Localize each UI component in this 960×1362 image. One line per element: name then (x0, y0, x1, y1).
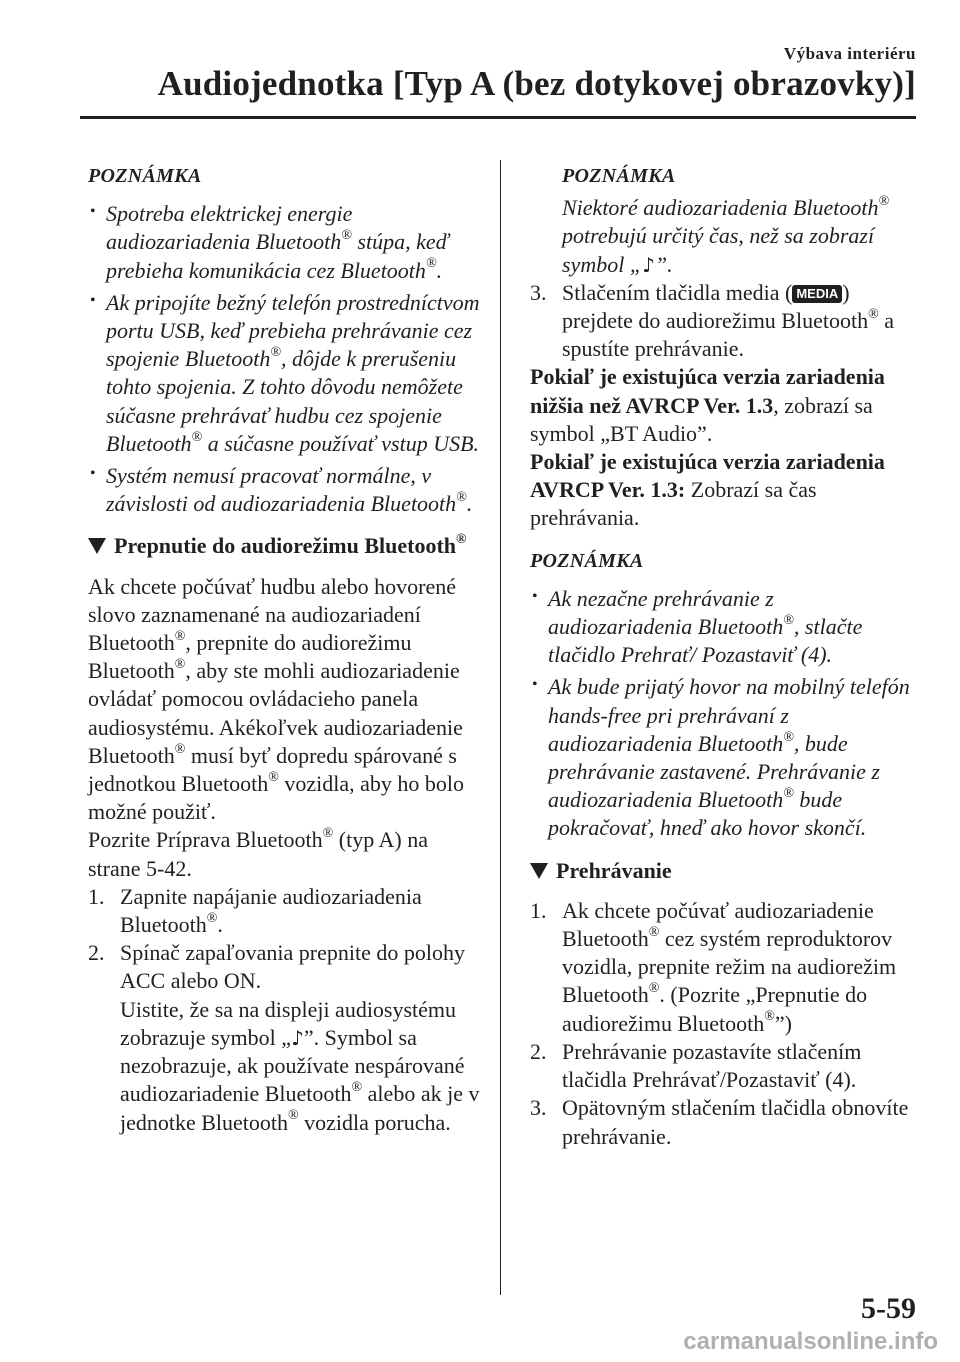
note-block (530, 162, 920, 279)
right-column (530, 162, 920, 1151)
page-title: Audiojednotka [Typ A (bez dotykovej obrazovky)] (157, 64, 916, 103)
bt-audio-icon: ♪ (642, 252, 655, 277)
note-item: • Ak nezačne prehrávanie z audiozariadenia Bluetooth®, stlačte tlačidlo Prehrať/ Pozastaviť (4). (530, 585, 920, 670)
left-column (88, 162, 482, 1137)
step-item: 2. Spínač zapaľovania prepnite do polohy ACC alebo ON. Uistite, že sa na displeji audiosystému zobrazuje symbol „♪”. Symbol sa nezobrazuje, ak používate nespárované audiozariadenie Bluetooth® alebo ak je v jednotke Bluetooth® vozidla porucha. (88, 940, 480, 1135)
step-item: 1. Zapnite napájanie audiozariadenia Bluetooth®. (88, 883, 422, 938)
section-label: Výbava interiéru (783, 44, 916, 63)
note-item: • Ak pripojíte bežný telefón prostredníctvom portu USB, keď prebieha prehrávanie cez spojenie Bluetooth®, dôjde k prerušeniu tohto spojenia. Z tohto dôvodu nemôžete súčasne prehrávať hudbu cez spojenie Bluetooth® a súčasne používať vstup USB. (88, 289, 482, 458)
header-rule (80, 116, 916, 119)
step-item: 3. Opätovným stlačením tlačidla obnovíte prehrávanie. (530, 1095, 909, 1149)
steps-list (530, 897, 920, 1151)
body-paragraph: Ak chcete počúvať hudbu alebo hovorené slovo zaznamenané na audiozariadení Bluetooth®, prepnite do audiorežimu Bluetooth®, aby ste mohli audiozariadenie ovládať pomocou ovládacieho panela audiosystému. Akékoľvek audiozariadenie Bluetooth® musí byť dopredu spárované s jednotkou Bluetooth® vozidla, aby ho bolo možné použiť. (88, 573, 465, 825)
note-title: POZNÁMKA (530, 549, 644, 572)
step-item: 2. Prehrávanie pozastavíte stlačením tlačidla Prehrávať/Pozastaviť (4). (530, 1038, 862, 1093)
body-paragraph: Pokiaľ je existujúca verzia zariadenia AVRCP Ver. 1.3: Zobrazí sa čas prehrávania. (530, 449, 885, 531)
note-title: POZNÁMKA (562, 165, 676, 187)
step-item: 3. Stlačením tlačidla media ( MEDIA ) prejdete do audiorežimu Bluetooth® a spustíte prehrávanie. (530, 279, 894, 362)
body-paragraph: Pozrite Príprava Bluetooth® (typ A) na strane 5-42. (88, 826, 428, 881)
triangle-icon (88, 538, 106, 554)
note-item: • Systém nemusí pracovať normálne, v závislosti od audiozariadenia Bluetooth®. (88, 462, 482, 518)
section-heading: Prepnutie do audiorežimu Bluetooth® (88, 532, 482, 560)
triangle-icon (530, 863, 548, 879)
note-text: Niektoré audiozariadenia Bluetooth® potrebujú určitý čas, než sa zobrazí symbol „♪”. (562, 194, 920, 279)
column-divider (500, 160, 501, 1295)
note-item: • Ak bude prijatý hovor na mobilný telefón hands-free pri prehrávaní z audiozariadenia Bluetooth®, bude prehrávanie zastavené. Prehrávanie z audiozariadenia Bluetooth® bude pokračovať, hneď ako hovor skončí. (530, 673, 920, 842)
note-list (88, 200, 482, 518)
steps-list (530, 279, 920, 364)
note-list (530, 585, 920, 843)
steps-list (88, 883, 482, 1137)
bt-audio-icon: ♪ (291, 1025, 304, 1050)
media-button-icon: MEDIA (792, 285, 842, 303)
step-item: 1. Ak chcete počúvať audiozariadenie Bluetooth® cez systém reproduktorov vozidla, prepnite režim na audiorežim Bluetooth®. (Pozrite „Prepnutie do audiorežimu Bluetooth®”) (530, 897, 897, 1036)
watermark: carmanualsonline.info (683, 1328, 938, 1355)
note-title: POZNÁMKA (88, 165, 202, 187)
body-paragraph: Pokiaľ je existujúca verzia zariadenia nižšia než AVRCP Ver. 1.3, zobrazí sa symbol „BT Audio”. (530, 364, 885, 446)
note-item: • Spotreba elektrickej energie audiozariadenia Bluetooth® stúpa, keď prebieha komunikácia cez Bluetooth®. (88, 200, 482, 285)
section-heading: Prehrávanie (530, 857, 920, 885)
page-number: 5-59 (861, 1292, 916, 1325)
